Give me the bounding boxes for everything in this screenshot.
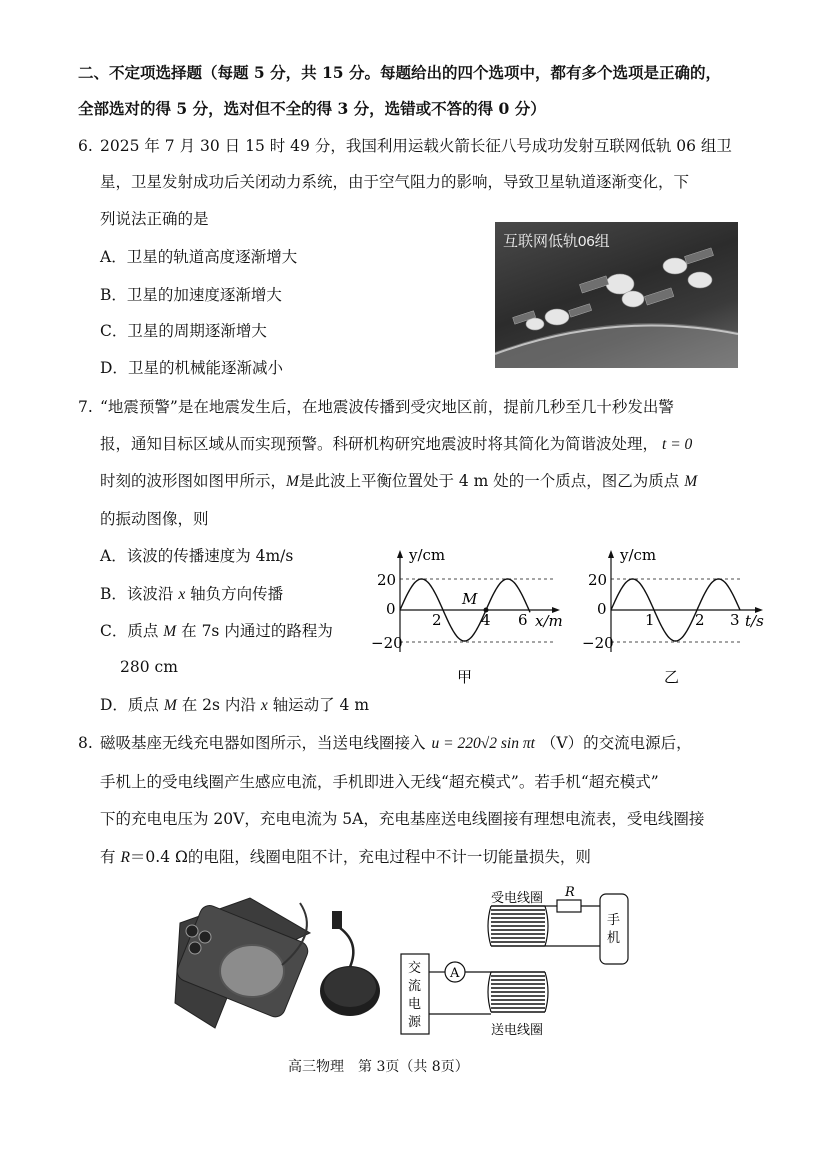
section-title-line1: 二、不定项选择题（每题 5 分，共 15 分。每题给出的四个选项中，都有多个选项是正确的， <box>78 63 721 82</box>
jia-caption: 甲 <box>457 668 473 686</box>
jia-xlabel: x/m <box>535 612 563 630</box>
q6-option-d: D．卫星的机械能逐渐减小 <box>100 359 283 377</box>
charger-photo <box>170 893 395 1038</box>
yi-ytick-0: 0 <box>597 600 607 618</box>
yi-caption: 乙 <box>664 668 680 686</box>
q7-option-a: A．该波的传播速度为 4m/s <box>100 547 294 565</box>
yi-xtick-1: 1 <box>645 611 655 629</box>
svg-text:电: 电 <box>408 997 422 1012</box>
q6-option-c: C．卫星的周期逐渐增大 <box>100 322 267 340</box>
label-ac-source: 交 <box>408 961 422 976</box>
q7-option-b: B．该波沿 x 轴负方向传播 <box>100 585 284 603</box>
graph-jia <box>365 540 570 690</box>
jia-ylabel: y/cm <box>409 546 446 564</box>
label-resistor: R <box>565 885 575 900</box>
jia-xtick-2: 2 <box>432 611 442 629</box>
phone-image <box>174 898 311 1028</box>
q8-line4: 有 R＝0.4 Ω的电阻，线圈电阻不计，充电过程中不计一切能量损失，则 <box>100 848 591 866</box>
q8-line1: 磁吸基座无线充电器如图所示，当送电线圈接入 u = 220√2 sin πt （V）的交流电源后， <box>100 734 692 752</box>
q7-t-equals-zero: t = 0 <box>662 436 693 453</box>
svg-text:机: 机 <box>607 931 621 946</box>
q8-voltage-formula: u = 220√2 sin πt <box>431 735 535 752</box>
label-phone: 手 <box>607 913 621 928</box>
yi-xlabel: t/s <box>745 612 764 630</box>
q7-line1: “地震预警”是在地震发生后，在地震波传播到受灾地区前，提前几秒至几十秒发出警 <box>100 398 674 416</box>
graph-yi <box>578 540 778 690</box>
jia-xtick-6: 6 <box>518 611 528 629</box>
q6-option-a: A．卫星的轨道高度逐渐增大 <box>100 248 298 266</box>
yi-ytick-20: 20 <box>588 571 608 589</box>
page-footer: 高三物理 第 3页（共 8页） <box>288 1059 469 1075</box>
phone-box <box>600 894 628 964</box>
q7-number: 7. <box>78 398 93 416</box>
jia-ytick-0: 0 <box>386 600 396 618</box>
jia-ytick-neg20: −20 <box>371 634 403 652</box>
label-send-coil: 送电线圈 <box>491 1023 544 1038</box>
yi-ytick-neg20: −20 <box>582 634 614 652</box>
q7-line4: 的振动图像，则 <box>100 510 209 528</box>
yi-xtick-3: 3 <box>730 611 740 629</box>
q6-line3: 列说法正确的是 <box>100 210 209 228</box>
yi-xtick-2: 2 <box>695 611 705 629</box>
q6-line2: 星，卫星发射成功后关闭动力系统，由于空气阻力的影响，导致卫星轨道逐渐变化，下 <box>100 173 690 191</box>
q8-number: 8. <box>78 734 93 752</box>
send-coil <box>488 972 548 1012</box>
q7-option-d: D．质点 M 在 2s 内沿 x 轴运动了 4 m <box>100 696 370 714</box>
q7-line3: 时刻的波形图如图甲所示，M是此波上平衡位置处于 4 m 处的一个质点，图乙为质点 M <box>100 472 698 490</box>
jia-ytick-20: 20 <box>377 571 397 589</box>
q7-option-c: C．质点 M 在 7s 内通过的路程为 <box>100 622 333 640</box>
yi-ylabel: y/cm <box>620 546 657 564</box>
q8-line3: 下的充电电压为 20V，充电电流为 5A，充电基座送电线圈接有理想电流表，受电线圈接 <box>100 810 705 828</box>
svg-text:源: 源 <box>408 1015 422 1030</box>
q6-number: 6. <box>78 137 93 155</box>
section-title-line2: 全部选对的得 5 分，选对但不全的得 3 分，选错或不答的得 0 分） <box>78 99 546 118</box>
satellite-photo <box>495 222 738 368</box>
q7-line2: 报，通知目标区域从而实现预警。科研机构研究地震波时将其简化为简谐波处理， t = 0 <box>100 435 693 453</box>
q6-option-b: B．卫星的加速度逐渐增大 <box>100 286 282 304</box>
satellite-illustration <box>495 222 738 368</box>
label-receive-coil: 受电线圈 <box>491 891 544 906</box>
q6-line1: 2025 年 7 月 30 日 15 时 49 分，我国利用运载火箭长征八号成功发射互联网低轨 06 组卫 <box>100 137 732 155</box>
jia-xtick-4: 4 <box>481 611 491 629</box>
q8-line2: 手机上的受电线圈产生感应电流，手机即进入无线“超充模式”。若手机“超充模式” <box>100 773 659 791</box>
label-ammeter: A <box>450 966 460 981</box>
receive-coil <box>488 906 548 946</box>
q7-option-c-cont: 280 cm <box>120 658 178 676</box>
jia-point-label: M <box>462 590 478 608</box>
resistor-R <box>557 900 581 912</box>
charging-circuit <box>395 880 645 1040</box>
satellite-photo-caption: 互联网低轨06组 <box>503 233 610 250</box>
svg-text:流: 流 <box>408 979 422 994</box>
charger-pad-image <box>320 911 380 1016</box>
